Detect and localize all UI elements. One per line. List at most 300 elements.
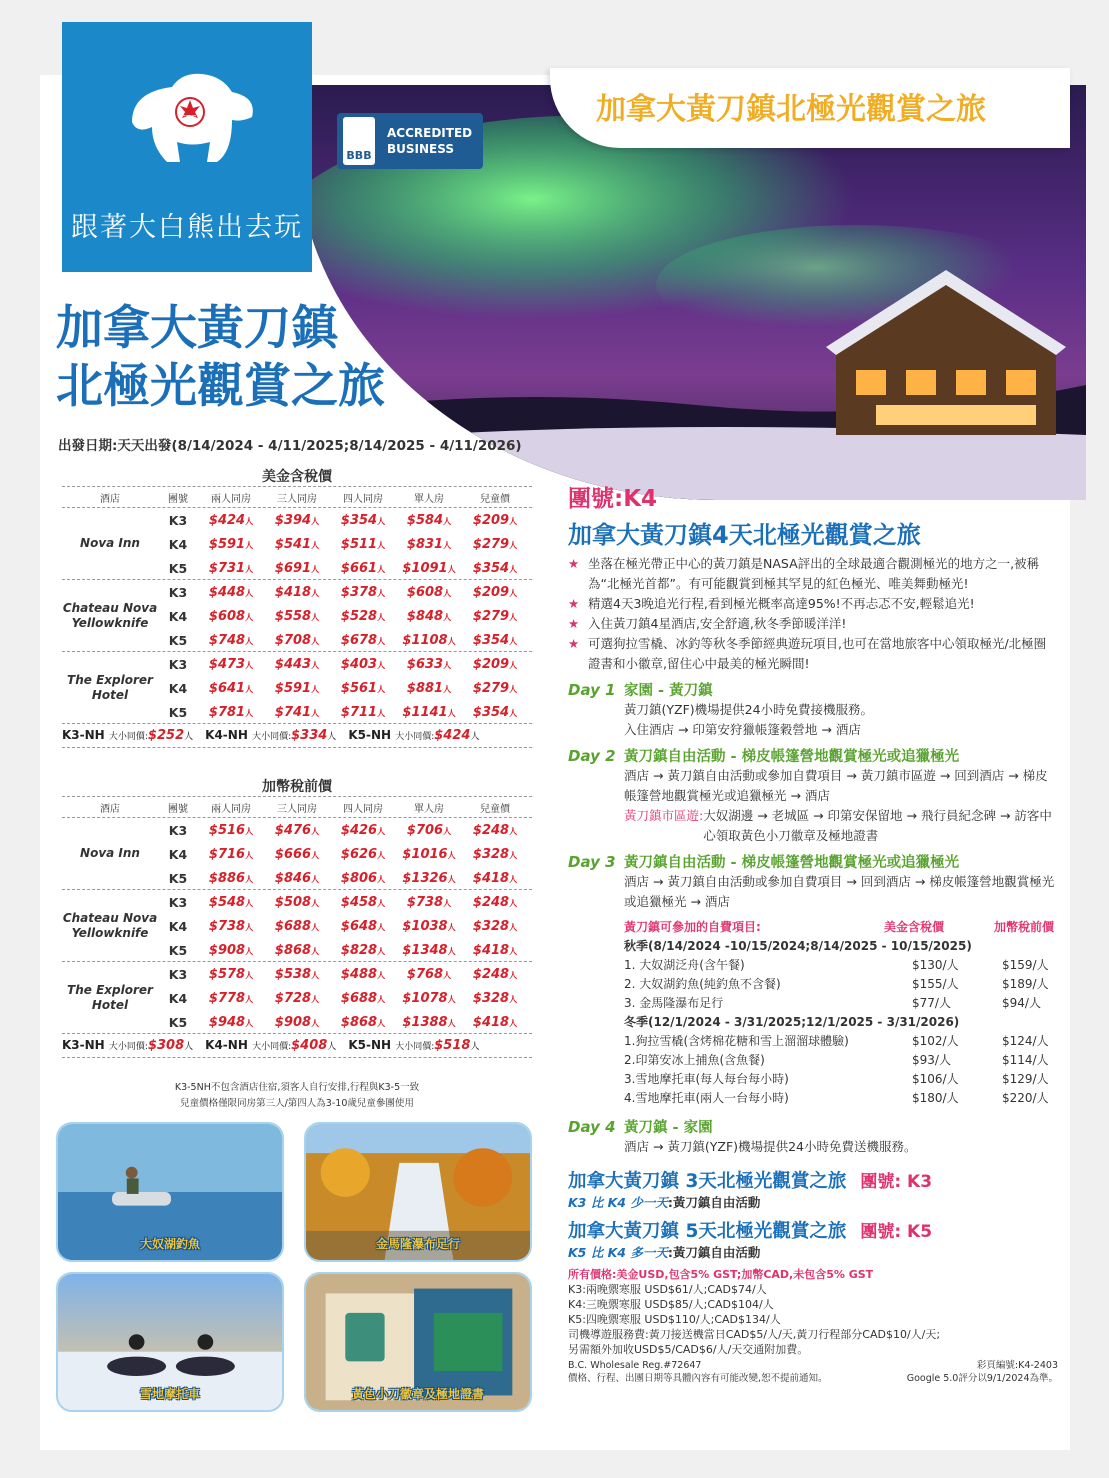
price-cell — [396, 633, 462, 648]
price-cell — [462, 681, 528, 696]
highlight-text: 坐落在極光帶正中心的黃刀鎮是NASA評出的全球最適合觀測極光的地方之一,被稱為“北極光首都”。有可能觀賞到極其罕見的紅色極光、唯美舞動極光! — [588, 556, 1040, 591]
optional-item — [624, 1089, 1054, 1108]
price-cell — [396, 895, 462, 910]
footer-notes — [568, 1267, 1058, 1357]
day-title: 黃刀鎮自由活動 - 梯皮帳篷營地觀賞極光或追獵極光 — [624, 855, 960, 871]
price-cell — [330, 967, 396, 982]
price-cell — [198, 1015, 264, 1030]
per-person-unit: 人 — [245, 970, 254, 980]
tour-code: K5 — [168, 870, 188, 886]
table-row — [158, 866, 532, 890]
price-cell — [462, 537, 528, 552]
per-person-unit: 人 — [509, 1018, 518, 1028]
table-row — [158, 818, 532, 842]
price-value: $443 — [274, 656, 312, 672]
price-cell — [330, 705, 396, 720]
price-value: $558 — [274, 608, 312, 624]
brochure-code: 彩頁編號:K4-2403 — [976, 1360, 1058, 1371]
day-3-header — [568, 851, 1058, 872]
per-person-unit: 人 — [443, 588, 452, 598]
price-value: $708 — [274, 632, 312, 648]
column-header: 兒童價 — [480, 493, 510, 505]
price-value: $716 — [208, 846, 246, 862]
price-value: $354 — [472, 632, 510, 648]
per-person-unit: 人 — [245, 850, 254, 860]
nh-label: 大小同價: — [252, 1042, 292, 1052]
price-value: $728 — [274, 990, 312, 1006]
optional-col-usd: 美金含稅價 — [884, 920, 945, 934]
season-heading: 冬季(12/1/2024 - 3/31/2025;12/1/2025 - 3/31/2026) — [624, 1015, 960, 1029]
per-person-unit: 人 — [311, 588, 320, 598]
price-value: $528 — [340, 608, 378, 624]
price-value: $738 — [208, 918, 246, 934]
price-cell — [330, 919, 396, 934]
per-person-unit: 人 — [311, 874, 320, 884]
price-cell — [462, 1015, 528, 1030]
price-value: $1091 — [402, 560, 448, 576]
price-value: $354 — [340, 512, 378, 528]
tour-code: K3 — [168, 584, 188, 600]
price-cell — [396, 943, 462, 958]
price-cell — [462, 967, 528, 982]
per-person-unit: 人 — [311, 708, 320, 718]
price-value: $328 — [472, 846, 510, 862]
day-line: 黃刀鎮(YZF)機場提供24小時免費接機服務。 — [624, 702, 874, 717]
per-person-unit: 人 — [377, 922, 386, 932]
optional-item — [624, 975, 1054, 994]
bbb-line2: BUSINESS — [387, 142, 454, 156]
nh-value: $424 — [434, 728, 471, 743]
optional-name: 2. 大奴湖釣魚(純釣魚不含餐) — [624, 977, 781, 991]
highlight-item — [568, 614, 1058, 634]
optional-name: 3.雪地摩托車(每人每台每小時) — [624, 1072, 789, 1086]
price-value: $561 — [340, 680, 378, 696]
per-person-unit: 人 — [470, 1042, 480, 1052]
price-cell — [462, 585, 528, 600]
table-row — [158, 842, 532, 866]
price-cell — [330, 871, 396, 886]
price-value: $354 — [472, 704, 510, 720]
per-person-unit: 人 — [443, 684, 452, 694]
optional-item — [624, 1032, 1054, 1051]
per-person-unit: 人 — [311, 612, 320, 622]
optional-usd: $155/人 — [912, 977, 959, 991]
price-cell — [264, 871, 330, 886]
price-cell — [396, 967, 462, 982]
table-row — [158, 652, 532, 676]
price-cell — [330, 1015, 396, 1030]
per-person-unit: 人 — [443, 970, 452, 980]
price-cell — [462, 609, 528, 624]
price-value: $641 — [208, 680, 246, 696]
hotel-group — [62, 818, 532, 890]
price-value: $418 — [472, 1014, 510, 1030]
photo-caption: 金馬隆瀑布足行 — [375, 1237, 460, 1251]
per-person-unit: 人 — [245, 684, 254, 694]
price-cell — [264, 919, 330, 934]
price-cell — [462, 513, 528, 528]
per-person-unit: 人 — [447, 850, 456, 860]
k3-desc-text: :黃刀鎮自由活動 — [667, 1195, 761, 1210]
price-value: $209 — [472, 512, 510, 528]
per-person-unit: 人 — [509, 922, 518, 932]
per-person-unit: 人 — [470, 732, 480, 742]
per-person-unit: 人 — [311, 540, 320, 550]
optional-cad: $189/人 — [1002, 977, 1049, 991]
price-cell — [198, 561, 264, 576]
table-row — [158, 986, 532, 1010]
per-person-unit: 人 — [377, 516, 386, 526]
optional-activities — [624, 918, 1054, 1108]
optional-usd: $102/人 — [912, 1034, 959, 1048]
per-person-unit: 人 — [447, 874, 456, 884]
per-person-unit: 人 — [377, 708, 386, 718]
per-person-unit: 人 — [245, 516, 254, 526]
optional-usd: $77/人 — [912, 996, 951, 1010]
price-value: $846 — [274, 870, 312, 886]
nh-price — [348, 728, 479, 743]
price-value: $908 — [208, 942, 246, 958]
optional-item — [624, 994, 1054, 1013]
nh-price-row — [62, 724, 532, 748]
per-person-unit: 人 — [509, 516, 518, 526]
per-person-unit: 人 — [509, 588, 518, 598]
table-header — [62, 796, 532, 818]
cad-price-table — [62, 776, 532, 1058]
per-person-unit: 人 — [311, 660, 320, 670]
wholesale-reg: B.C. Wholesale Reg.#72647 — [568, 1360, 702, 1371]
price-value: $403 — [340, 656, 378, 672]
city-tour-label: 黃刀鎮市區遊: — [624, 808, 704, 823]
optional-name: 4.雪地摩托車(兩人一台每小時) — [624, 1091, 789, 1105]
price-value: $584 — [406, 512, 444, 528]
table-row — [158, 962, 532, 986]
nh-value: $518 — [434, 1038, 471, 1053]
optional-usd: $93/人 — [912, 1053, 951, 1067]
price-cell — [330, 943, 396, 958]
price-value: $1326 — [402, 870, 448, 886]
price-value: $711 — [340, 704, 378, 720]
nh-label: 大小同價: — [108, 732, 148, 742]
day-title: 黃刀鎮自由活動 - 梯皮帳篷營地觀賞極光或追獵極光 — [624, 749, 960, 765]
google-rating: Google 5.0評分以9/1/2024為準。 — [906, 1373, 1058, 1384]
price-cell — [396, 561, 462, 576]
table-row — [158, 556, 532, 580]
per-person-unit: 人 — [245, 898, 254, 908]
per-person-unit: 人 — [184, 1042, 194, 1052]
price-value: $1078 — [402, 990, 448, 1006]
nh-label: 大小同價: — [395, 732, 435, 742]
price-value: $886 — [208, 870, 246, 886]
price-value: $848 — [406, 608, 444, 624]
price-value: $448 — [208, 584, 246, 600]
optional-col-cad: 加幣稅前價 — [993, 920, 1054, 934]
footer-line: K3:兩晚禦寒服 USD$61/人;CAD$74/人 — [568, 1283, 767, 1296]
photo-badge-certificate — [304, 1272, 532, 1412]
per-person-unit: 人 — [311, 684, 320, 694]
price-cell — [462, 561, 528, 576]
price-value: $418 — [472, 942, 510, 958]
per-person-unit: 人 — [245, 588, 254, 598]
price-note: 所有價格:美金USD,包含5% GST;加幣CAD,未包含5% GST — [568, 1268, 874, 1281]
price-value: $209 — [472, 656, 510, 672]
price-cell — [396, 823, 462, 838]
price-cell — [396, 847, 462, 862]
optional-name: 1.狗拉雪橇(含烤棉花糖和雪上溜溜球體驗) — [624, 1034, 849, 1048]
price-cell — [198, 681, 264, 696]
nh-code: K4-NH — [205, 728, 248, 742]
footer-line: K4:三晚禦寒服 USD$85/人;CAD$104/人 — [568, 1298, 774, 1311]
price-cell — [198, 823, 264, 838]
day-line: 入住酒店 → 印第安狩獵帳篷穀營地 → 酒店 — [624, 722, 861, 737]
per-person-unit: 人 — [447, 994, 456, 1004]
table-caption: 美金含稅價 — [262, 469, 332, 485]
price-value: $948 — [208, 1014, 246, 1030]
price-cell — [198, 871, 264, 886]
nh-label: 大小同價: — [252, 732, 292, 742]
per-person-unit: 人 — [377, 874, 386, 884]
price-value: $418 — [472, 870, 510, 886]
price-cell — [462, 895, 528, 910]
nh-value: $334 — [291, 728, 328, 743]
price-cell — [198, 657, 264, 672]
footer-line: 另需額外加收USD$5/CAD$6/人/天交通附加費。 — [568, 1343, 809, 1356]
season-heading: 秋季(8/14/2024 -10/15/2024;8/14/2025 - 10/15/2025) — [624, 939, 972, 953]
top-banner — [550, 68, 1070, 148]
per-person-unit: 人 — [443, 612, 452, 622]
price-value: $511 — [340, 536, 378, 552]
per-person-unit: 人 — [509, 684, 518, 694]
hotel-group — [62, 508, 532, 580]
note-line: K3-5NH不包含酒店住宿,須客人自行安排,行程與K3-5一致 — [174, 1082, 420, 1093]
per-person-unit: 人 — [311, 970, 320, 980]
bbb-line1: ACCREDITED — [387, 126, 473, 140]
nh-value: $408 — [291, 1038, 328, 1053]
per-person-unit: 人 — [377, 612, 386, 622]
nh-code: K5-NH — [348, 728, 392, 742]
per-person-unit: 人 — [509, 636, 518, 646]
note-line: 兒童價格僅限同房第三人/第四人為3-10歲兒童參團使用 — [180, 1098, 414, 1109]
day-2-body — [624, 766, 1058, 846]
price-cell — [330, 537, 396, 552]
price-cell — [330, 847, 396, 862]
table-row — [158, 890, 532, 914]
per-person-unit: 人 — [509, 970, 518, 980]
price-cell — [462, 657, 528, 672]
per-person-unit: 人 — [509, 898, 518, 908]
per-person-unit: 人 — [377, 1018, 386, 1028]
per-person-unit: 人 — [184, 732, 194, 742]
price-value: $538 — [274, 966, 312, 982]
photo-snowmobile — [56, 1272, 284, 1412]
hotel-name: Nova Inn — [80, 536, 140, 550]
price-value: $748 — [208, 632, 246, 648]
city-tour-route: 大奴湖邊 → 老城區 → 印第安保留地 → 飛行員紀念碑 → 訪客中心領取黃色小刀徽章及極地證書 — [703, 808, 1052, 843]
per-person-unit: 人 — [447, 922, 456, 932]
price-value: $1388 — [402, 1014, 448, 1030]
departure-dates: 出發日期:天天出發(8/14/2024 - 4/11/2025;8/14/2025 - 4/11/2026) — [58, 438, 522, 454]
price-cell — [396, 609, 462, 624]
optional-cad: $220/人 — [1002, 1091, 1049, 1105]
price-cell — [198, 967, 264, 982]
table-row — [158, 676, 532, 700]
price-value: $476 — [274, 822, 312, 838]
column-header: 兒童價 — [480, 803, 510, 815]
price-value: $1348 — [402, 942, 448, 958]
photo-caption: 大奴湖釣魚 — [139, 1237, 200, 1251]
tour-code: K4 — [168, 846, 188, 862]
k3-tour-number: 團號: K3 — [860, 1172, 933, 1192]
price-cell — [330, 657, 396, 672]
bbb-accredited-badge — [337, 113, 483, 169]
per-person-unit: 人 — [245, 994, 254, 1004]
per-person-unit: 人 — [509, 850, 518, 860]
tour-code: K4 — [168, 608, 188, 624]
price-cell — [462, 943, 528, 958]
price-cell — [462, 991, 528, 1006]
price-cell — [462, 919, 528, 934]
price-cell — [264, 561, 330, 576]
day-label: Day 2 — [568, 747, 616, 765]
per-person-unit: 人 — [443, 898, 452, 908]
per-person-unit: 人 — [509, 994, 518, 1004]
price-value: $828 — [340, 942, 378, 958]
column-header: 三人同房 — [277, 803, 317, 815]
optional-usd: $130/人 — [912, 958, 959, 972]
optional-usd: $180/人 — [912, 1091, 959, 1105]
per-person-unit: 人 — [377, 660, 386, 670]
per-person-unit: 人 — [245, 564, 254, 574]
tour-code: K4 — [168, 918, 188, 934]
per-person-unit: 人 — [245, 708, 254, 718]
highlight-item — [568, 634, 1058, 674]
tour-code: K5 — [168, 942, 188, 958]
tour-highlights — [568, 554, 1058, 674]
tour-code: K4 — [168, 680, 188, 696]
tour-title: 加拿大黃刀鎮4天北極光觀賞之旅 — [568, 521, 921, 549]
k5-title-text: 加拿大黃刀鎮 5天北極光觀賞之旅 — [568, 1221, 847, 1242]
optional-cad: $94/人 — [1002, 996, 1041, 1010]
tour-code: K5 — [168, 1014, 188, 1030]
price-cell — [264, 967, 330, 982]
hotel-name: Chateau Nova Yellowknife — [62, 600, 158, 630]
logo-script: 跟著大白熊出去玩 — [71, 212, 303, 243]
table-row — [158, 604, 532, 628]
column-header: 酒店 — [100, 493, 120, 505]
price-value: $508 — [274, 894, 312, 910]
day-1-body — [624, 700, 1058, 740]
highlight-item — [568, 554, 1058, 594]
day-4-body — [624, 1137, 1058, 1157]
price-value: $354 — [472, 560, 510, 576]
optional-cad: $124/人 — [1002, 1034, 1049, 1048]
day-label: Day 3 — [568, 853, 616, 871]
column-header: 單人房 — [414, 493, 444, 505]
k3-title-text: 加拿大黃刀鎮 3天北極光觀賞之旅 — [568, 1171, 847, 1192]
per-person-unit: 人 — [245, 1018, 254, 1028]
tour-code: K4 — [168, 536, 188, 552]
tour-code: K5 — [168, 632, 188, 648]
hotel-group — [62, 962, 532, 1034]
per-person-unit: 人 — [311, 946, 320, 956]
price-cell — [330, 585, 396, 600]
price-value: $706 — [406, 822, 444, 838]
day-line: 酒店 → 黃刀鎮(YZF)機場提供24小時免費送機服務。 — [624, 1139, 917, 1154]
price-cell — [396, 657, 462, 672]
nh-price-row — [62, 1034, 532, 1058]
price-value: $328 — [472, 918, 510, 934]
price-cell — [396, 919, 462, 934]
price-value: $248 — [472, 894, 510, 910]
nh-label: 大小同價: — [108, 1042, 148, 1052]
hotel-name: Nova Inn — [80, 846, 140, 860]
day-1-header — [568, 679, 1058, 700]
price-value: $868 — [274, 942, 312, 958]
price-cell — [264, 585, 330, 600]
price-cell — [462, 871, 528, 886]
day-4-header — [568, 1116, 1058, 1137]
nh-code: K4-NH — [205, 1038, 248, 1052]
per-person-unit: 人 — [311, 636, 320, 646]
price-value: $868 — [340, 1014, 378, 1030]
price-cell — [330, 681, 396, 696]
nh-value: $252 — [147, 728, 185, 743]
price-cell — [462, 823, 528, 838]
per-person-unit: 人 — [509, 660, 518, 670]
per-person-unit: 人 — [443, 540, 452, 550]
column-header: 四人同房 — [343, 803, 383, 815]
price-value: $578 — [208, 966, 246, 982]
price-cell — [396, 585, 462, 600]
highlight-text: 入住黃刀鎮4星酒店,安全舒適,秋冬季節暖洋洋! — [588, 616, 847, 631]
photo-caption: 雪地摩托車 — [139, 1387, 200, 1401]
table-row — [158, 508, 532, 532]
price-cell — [264, 633, 330, 648]
per-person-unit: 人 — [327, 732, 337, 742]
per-person-unit: 人 — [377, 994, 386, 1004]
star-icon: ★ — [568, 556, 580, 571]
highlight-text: 精選4天3晚追光行程,看到極光概率高達95%!不再忐忑不安,輕鬆追光! — [588, 596, 975, 611]
price-value: $1016 — [402, 846, 448, 862]
nh-price — [62, 1038, 193, 1053]
hotel-name: The Explorer Hotel — [67, 672, 153, 702]
per-person-unit: 人 — [311, 516, 320, 526]
highlight-text: 可選狗拉雪橇、冰釣等秋冬季節經典遊玩項目,也可在當地旅客中心領取極光/北極圈證書和小徽章,留住心中最美的極光瞬間! — [588, 636, 1047, 671]
price-cell — [198, 943, 264, 958]
tour-number: 團號:K4 — [568, 486, 658, 512]
per-person-unit: 人 — [311, 1018, 320, 1028]
footer-line: K5:四晚禦寒服 USD$110/人;CAD$134/人 — [568, 1313, 781, 1326]
price-cell — [264, 1015, 330, 1030]
optional-cad: $114/人 — [1002, 1053, 1049, 1067]
k5-desc-code: K5 比 K4 多一天 — [568, 1245, 668, 1260]
photo-lake-fishing — [56, 1122, 284, 1262]
disclaimer: 價格、行程、出團日期等具體內容有可能改變,恕不提前通知。 — [568, 1373, 828, 1384]
hotel-group — [62, 652, 532, 724]
price-cell — [264, 895, 330, 910]
photo-waterfall-hike — [304, 1122, 532, 1262]
table-row — [158, 914, 532, 938]
optional-item — [624, 1051, 1054, 1070]
day-title: 家園 - 黃刀鎮 — [624, 683, 713, 699]
price-cell — [330, 895, 396, 910]
optional-cad: $159/人 — [1002, 958, 1049, 972]
per-person-unit: 人 — [509, 946, 518, 956]
per-person-unit: 人 — [447, 708, 456, 718]
price-cell — [330, 609, 396, 624]
optional-cad: $129/人 — [1002, 1072, 1049, 1086]
price-value: $768 — [406, 966, 444, 982]
